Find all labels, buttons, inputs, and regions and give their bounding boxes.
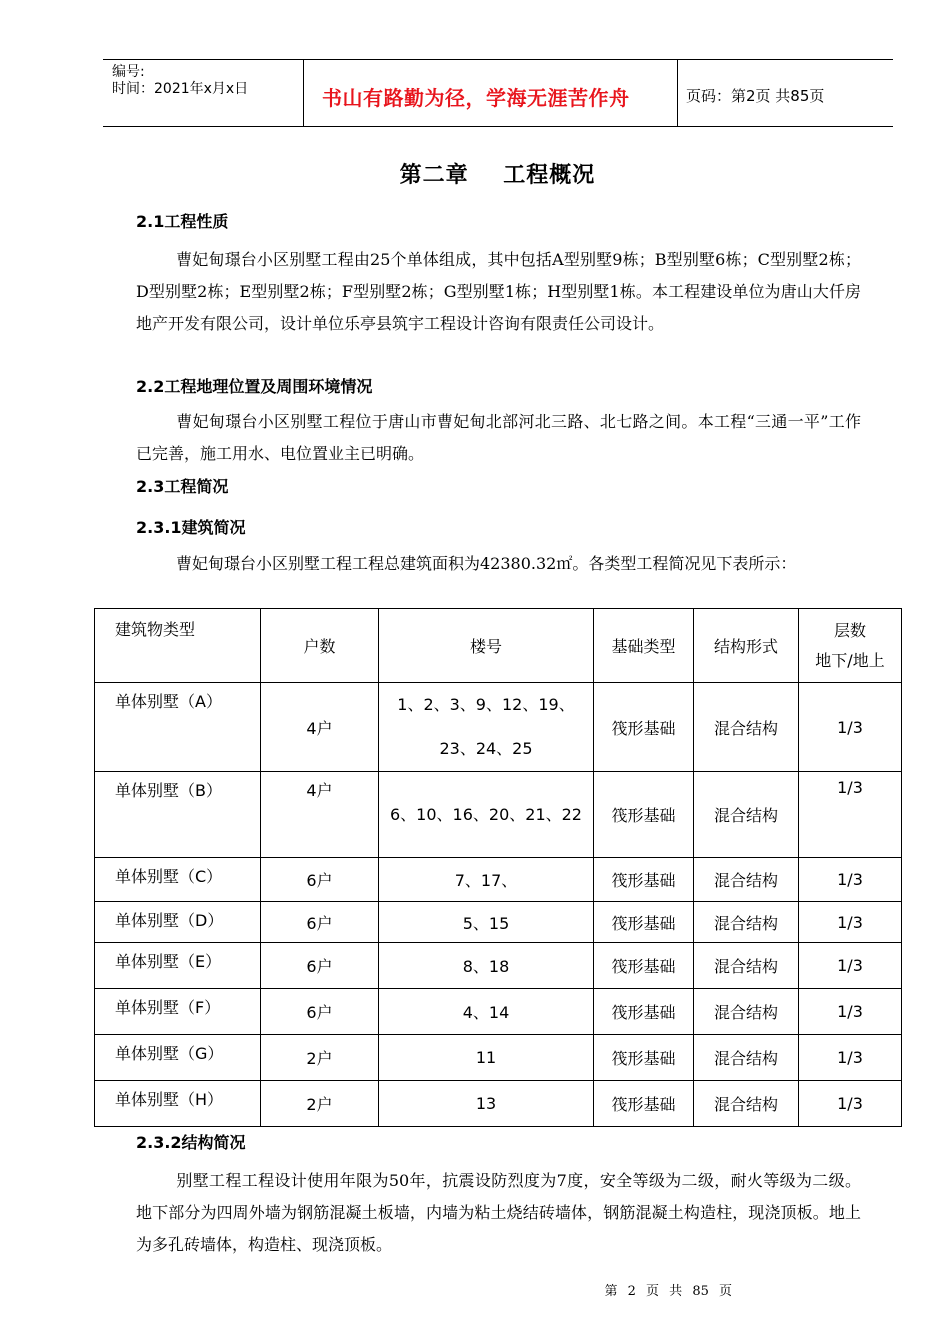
cell-buildings: 7、17、	[379, 858, 594, 902]
header-floors-line1: 层数	[833, 620, 866, 640]
header-divider-left	[303, 59, 304, 127]
header-divider-right	[677, 59, 678, 127]
cell-floors: 1/3	[799, 1081, 902, 1127]
cell-type: 单体别墅（H）	[95, 1081, 261, 1127]
cell-households: 6户	[261, 943, 379, 989]
cell-floors: 1/3	[799, 772, 902, 858]
section-heading-2-3-1: 2.3.1建筑简况	[136, 518, 246, 537]
cell-foundation: 筏形基础	[594, 858, 694, 902]
header-cell-foundation: 基础类型	[594, 609, 694, 683]
cell-structure: 混合结构	[694, 902, 799, 943]
cell-type: 单体别墅（G）	[95, 1035, 261, 1081]
cell-floors: 1/3	[799, 858, 902, 902]
header-cell-floors	[799, 609, 902, 683]
cell-type: 单体别墅（E）	[95, 943, 261, 989]
section-text-2-1: 曹妃甸璟台小区别墅工程由25个单体组成，其中包括A型别墅9栋；B型别墅6栋；C型别墅2栋；D型别墅2栋；E型别墅2栋；F型别墅2栋；G型别墅1栋；H型别墅1栋。本工程建设单位为唐山大仟房地产开发有限公司，设计单位乐亭县筑宇工程设计咨询有限责任公司设计。	[136, 250, 861, 333]
section-heading-2-2: 2.2工程地理位置及周围环境情况	[136, 377, 373, 396]
cell-buildings: 4、14	[379, 989, 594, 1035]
table-row	[95, 772, 902, 858]
cell-structure: 混合结构	[694, 1035, 799, 1081]
document-date: 时间：2021年x月x日	[112, 81, 249, 97]
section-text-2-3-2: 别墅工程工程设计使用年限为50年，抗震设防烈度为7度，安全等级为二级，耐火等级为二级。地下部分为四周外墙为钢筋混凝土板墙，内墙为粘土烧结砖墙体，钢筋混凝土构造柱，现浇顶板。地上为多孔砖墙体，构造柱、现浇顶板。	[136, 1171, 861, 1254]
header-page-number: 页码：第2页 共85页	[686, 87, 825, 105]
cell-floors: 1/3	[799, 989, 902, 1035]
section-text-2-2: 曹妃甸璟台小区别墅工程位于唐山市曹妃甸北部河北三路、北七路之间。本工程“三通一平”工作已完善，施工用水、电位置业主已明确。	[136, 412, 861, 463]
cell-foundation: 筏形基础	[594, 1035, 694, 1081]
cell-foundation: 筏形基础	[594, 1081, 694, 1127]
cell-floors: 1/3	[799, 902, 902, 943]
cell-foundation: 筏形基础	[594, 989, 694, 1035]
cell-foundation: 筏形基础	[594, 772, 694, 858]
cell-structure: 混合结构	[694, 989, 799, 1035]
cell-structure: 混合结构	[694, 772, 799, 858]
cell-households: 4户	[261, 772, 379, 858]
cell-households: 6户	[261, 902, 379, 943]
cell-households: 6户	[261, 989, 379, 1035]
cell-structure: 混合结构	[694, 683, 799, 772]
cell-households: 2户	[261, 1081, 379, 1127]
header-motto: 书山有路勤为径，学海无涯苦作舟	[322, 86, 630, 110]
section-text-2-3-1: 曹妃甸璟台小区别墅工程工程总建筑面积为42380.32㎡。各类型工程简况见下表所示：	[176, 554, 797, 573]
header-cell-structure: 结构形式	[694, 609, 799, 683]
table-row	[95, 683, 902, 772]
building-summary-table	[94, 608, 902, 1127]
header-cell-buildings: 楼号	[379, 609, 594, 683]
cell-households: 6户	[261, 858, 379, 902]
header-cell-households: 户数	[261, 609, 379, 683]
chapter-title: 第二章 工程概况	[399, 163, 596, 188]
header-cell-type: 建筑物类型	[95, 609, 261, 683]
cell-foundation: 筏形基础	[594, 683, 694, 772]
cell-structure: 混合结构	[694, 858, 799, 902]
cell-floors: 1/3	[799, 683, 902, 772]
cell-foundation: 筏形基础	[594, 902, 694, 943]
table-row	[95, 943, 902, 989]
document-number: 编号:	[112, 64, 145, 80]
cell-floors: 1/3	[799, 1035, 902, 1081]
table-row	[95, 1035, 902, 1081]
cell-buildings: 13	[379, 1081, 594, 1127]
table-row	[95, 858, 902, 902]
cell-type: 单体别墅（D）	[95, 902, 261, 943]
table-row	[95, 902, 902, 943]
cell-households: 4户	[261, 683, 379, 772]
table-row	[95, 989, 902, 1035]
cell-structure: 混合结构	[694, 1081, 799, 1127]
cell-buildings: 5、15	[379, 902, 594, 943]
cell-type: 单体别墅（B）	[95, 772, 261, 858]
cell-structure: 混合结构	[694, 943, 799, 989]
cell-type: 单体别墅（F）	[95, 989, 261, 1035]
table-row	[95, 1081, 902, 1127]
cell-type: 单体别墅（A）	[95, 683, 261, 772]
section-heading-2-3: 2.3工程简况	[136, 477, 229, 496]
header-floors-line2: 地下/地上	[815, 650, 885, 670]
cell-buildings: 1、2、3、9、12、19、23、24、25	[379, 683, 594, 772]
cell-buildings: 6、10、16、20、21、22	[379, 772, 594, 858]
table-header-row	[95, 609, 902, 683]
header-top-rule	[103, 59, 893, 60]
cell-buildings: 8、18	[379, 943, 594, 989]
cell-households: 2户	[261, 1035, 379, 1081]
section-heading-2-3-2: 2.3.2结构简况	[136, 1133, 246, 1152]
cell-floors: 1/3	[799, 943, 902, 989]
cell-buildings: 11	[379, 1035, 594, 1081]
section-heading-2-1: 2.1工程性质	[136, 212, 229, 231]
cell-type: 单体别墅（C）	[95, 858, 261, 902]
cell-foundation: 筏形基础	[594, 943, 694, 989]
header-bottom-rule	[103, 126, 893, 127]
page-footer: 第 2 页 共 85 页	[604, 1284, 732, 1299]
